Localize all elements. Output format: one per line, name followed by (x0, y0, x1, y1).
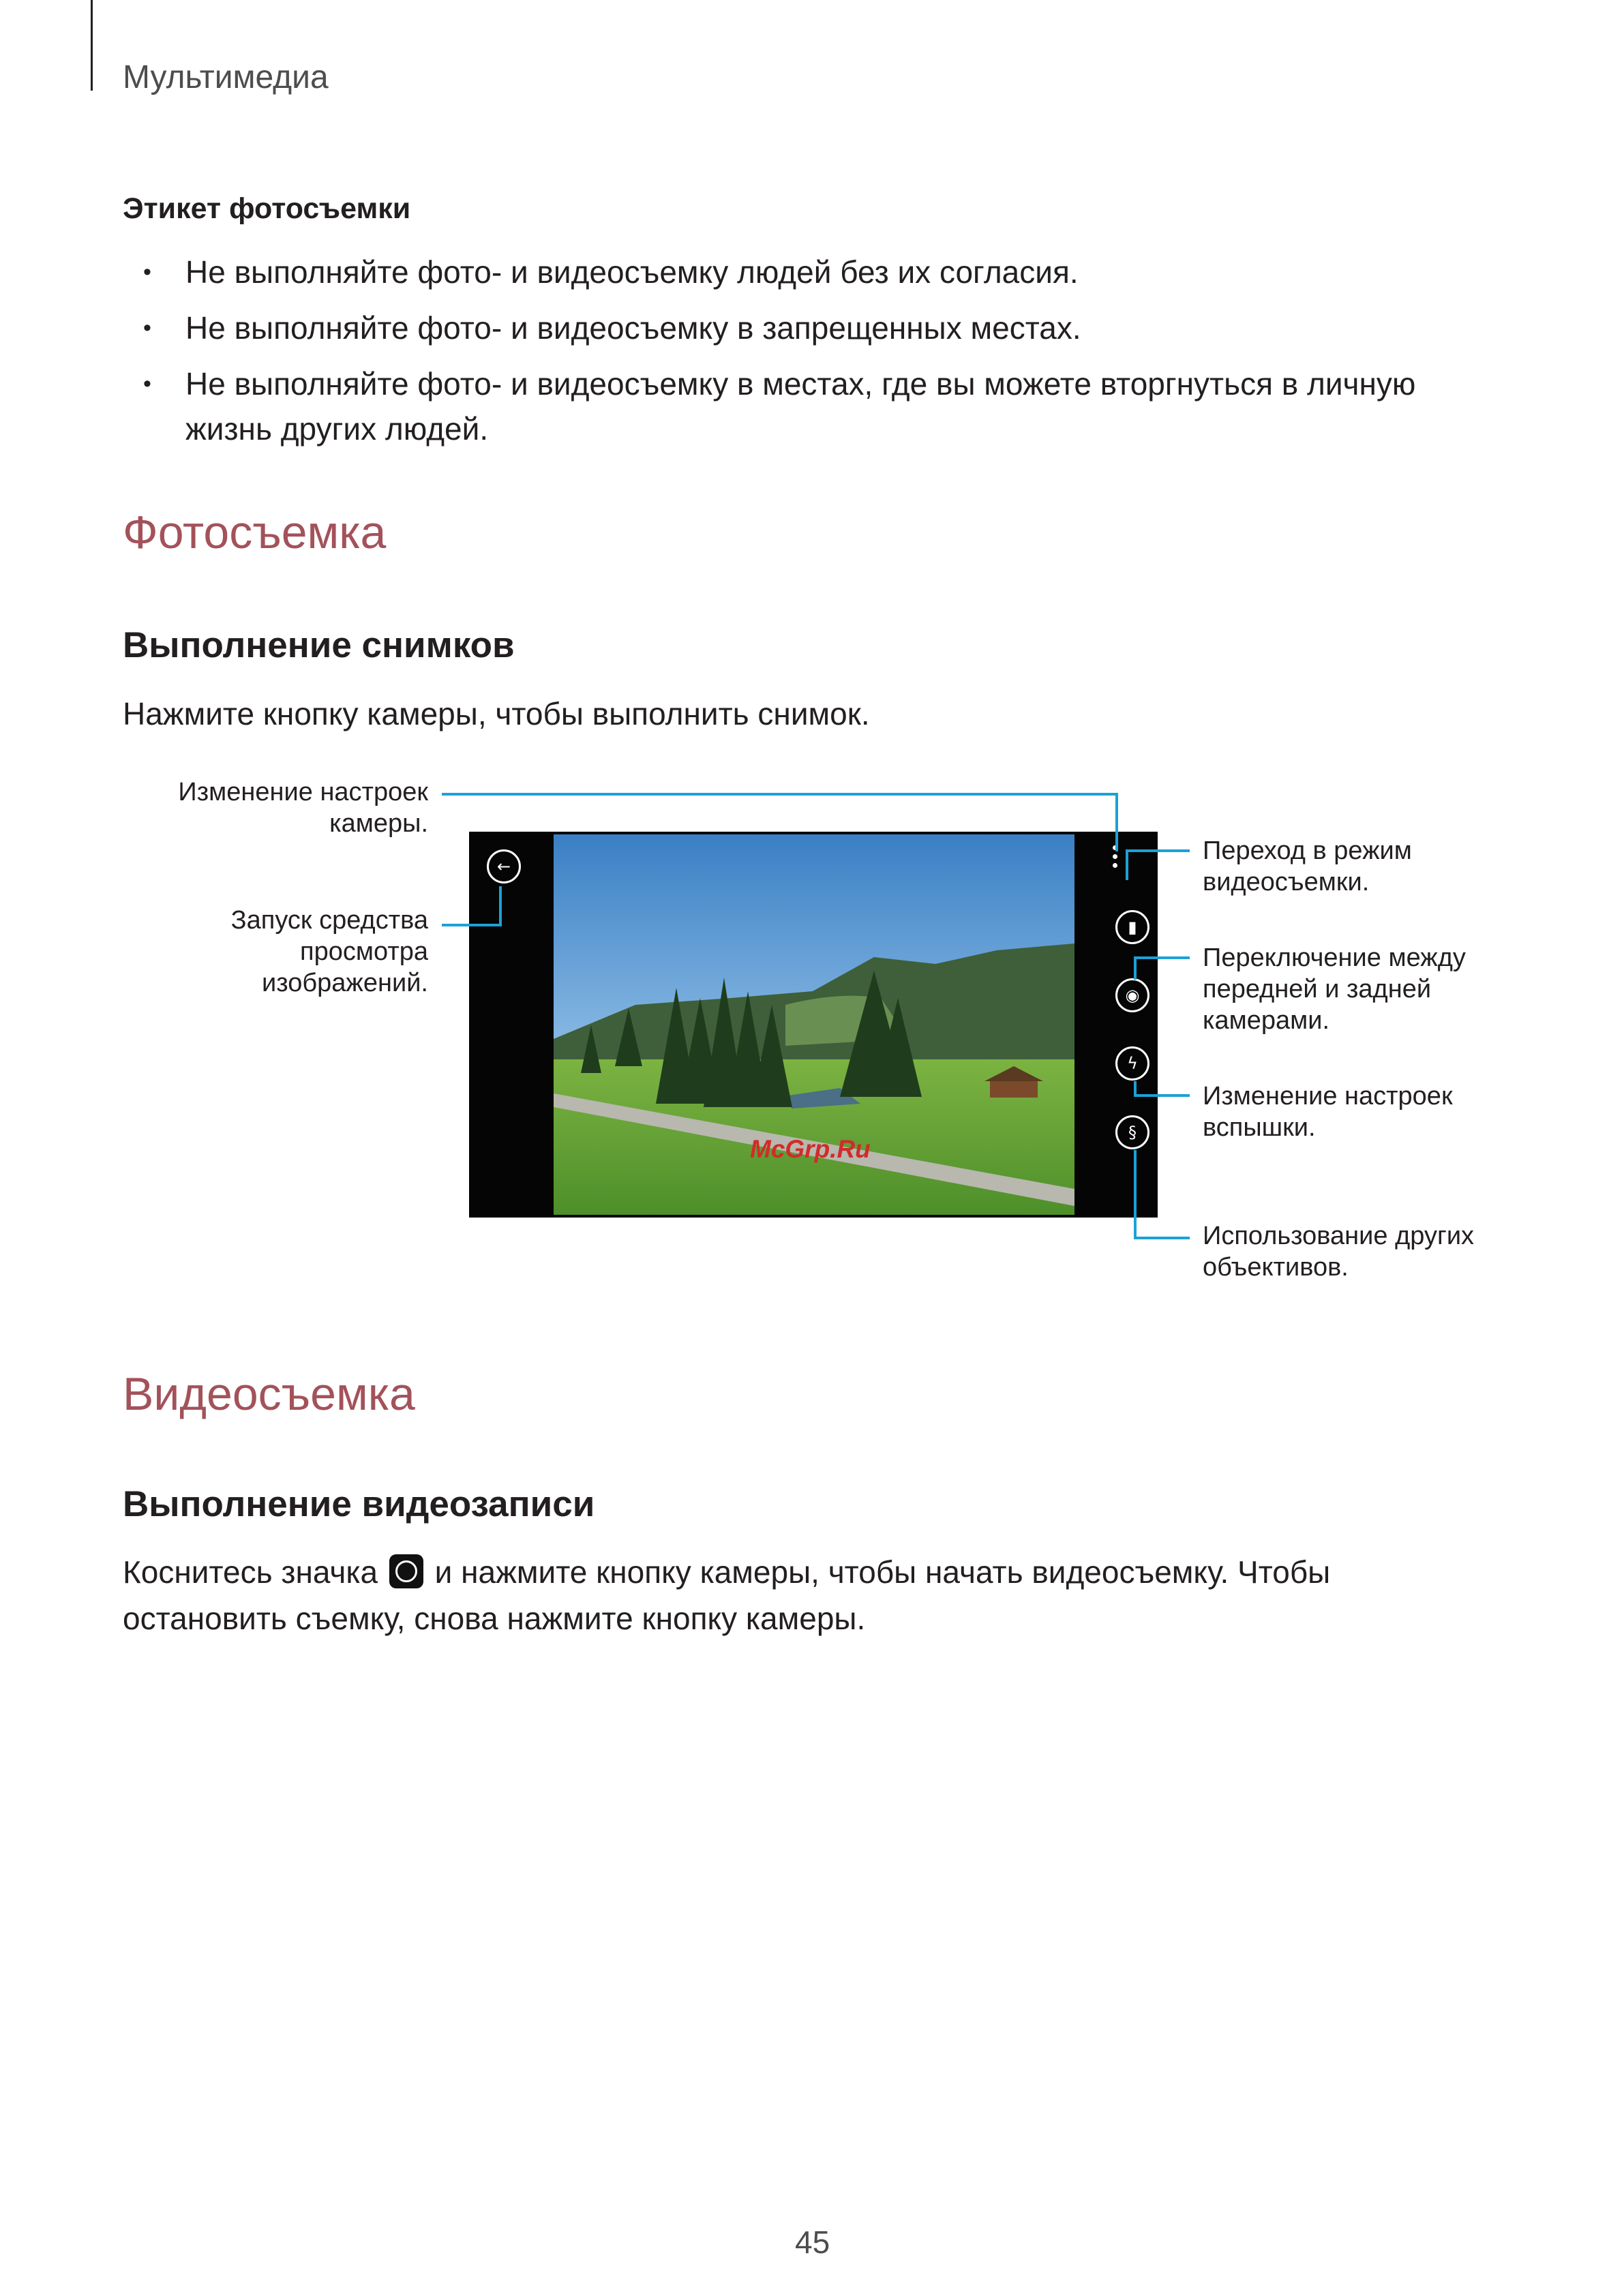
page-number: 45 (795, 2224, 830, 2260)
callout-line (499, 886, 502, 926)
callout-lenses: Использование других объективов. (1203, 1222, 1475, 1282)
watermark: McGrp.Ru (750, 1135, 871, 1163)
callout-line (1115, 793, 1118, 851)
switch-camera-icon[interactable]: ◉ (1115, 978, 1149, 1012)
video-instruction-start: Коснитесь значка (123, 1554, 378, 1590)
list-item: • Не выполняйте фото- и видеосъемку людей без их согласия. (123, 250, 1486, 294)
photo-subsection-title: Выполнение снимков (123, 625, 515, 665)
video-subsection-title: Выполнение видеозаписи (123, 1484, 595, 1524)
video-instruction (123, 1549, 1486, 1642)
callout-line (1134, 1081, 1137, 1096)
list-item: • Не выполняйте фото- и видеосъемку в местах, где вы можете вторгнуться в личную жизнь других людей. (123, 361, 1486, 451)
etiquette-list (123, 250, 1486, 462)
flash-auto-icon[interactable]: ϟ (1115, 1046, 1149, 1081)
callout-line (1134, 1237, 1190, 1239)
lenses-icon[interactable]: § (1115, 1115, 1149, 1149)
callout-switch-camera: Переключение между передней и задней камерами. (1203, 943, 1466, 1035)
callout-line (442, 924, 502, 926)
video-camera-icon[interactable]: ▮ (1115, 910, 1149, 944)
callout-line (1134, 956, 1137, 980)
callout-line (1126, 849, 1190, 852)
video-instruction-end: и нажмите кнопку камеры, чтобы начать видеосъемку. Чтобы остановить съемку, снова нажмите кнопку камеры. (123, 1554, 1331, 1636)
photo-section-title: Фотосъемка (123, 507, 387, 558)
callout-camera-settings: Изменение настроек камеры. (178, 778, 428, 838)
running-header: Мультимедиа (123, 59, 329, 95)
callout-line (442, 793, 1118, 796)
callout-video-mode: Переход в режим видеосъемки. (1203, 836, 1412, 896)
callout-line (1134, 1094, 1190, 1097)
video-camera-icon (389, 1554, 423, 1588)
photo-instruction: Нажмите кнопку камеры, чтобы выполнить снимок. (123, 696, 870, 731)
etiquette-title: Этикет фотосъемки (123, 192, 411, 225)
callout-line (1134, 956, 1190, 959)
callout-line (1126, 849, 1128, 880)
video-section-title: Видеосъемка (123, 1368, 415, 1420)
callout-line (1134, 1150, 1137, 1239)
back-arrow-icon[interactable]: ← (487, 849, 521, 883)
side-rule (91, 0, 93, 91)
callout-flash: Изменение настроек вспышки. (1203, 1082, 1453, 1142)
callout-gallery: Запуск средства просмотра изображений. (230, 906, 428, 997)
list-item: • Не выполняйте фото- и видеосъемку в запрещенных местах. (123, 305, 1486, 350)
